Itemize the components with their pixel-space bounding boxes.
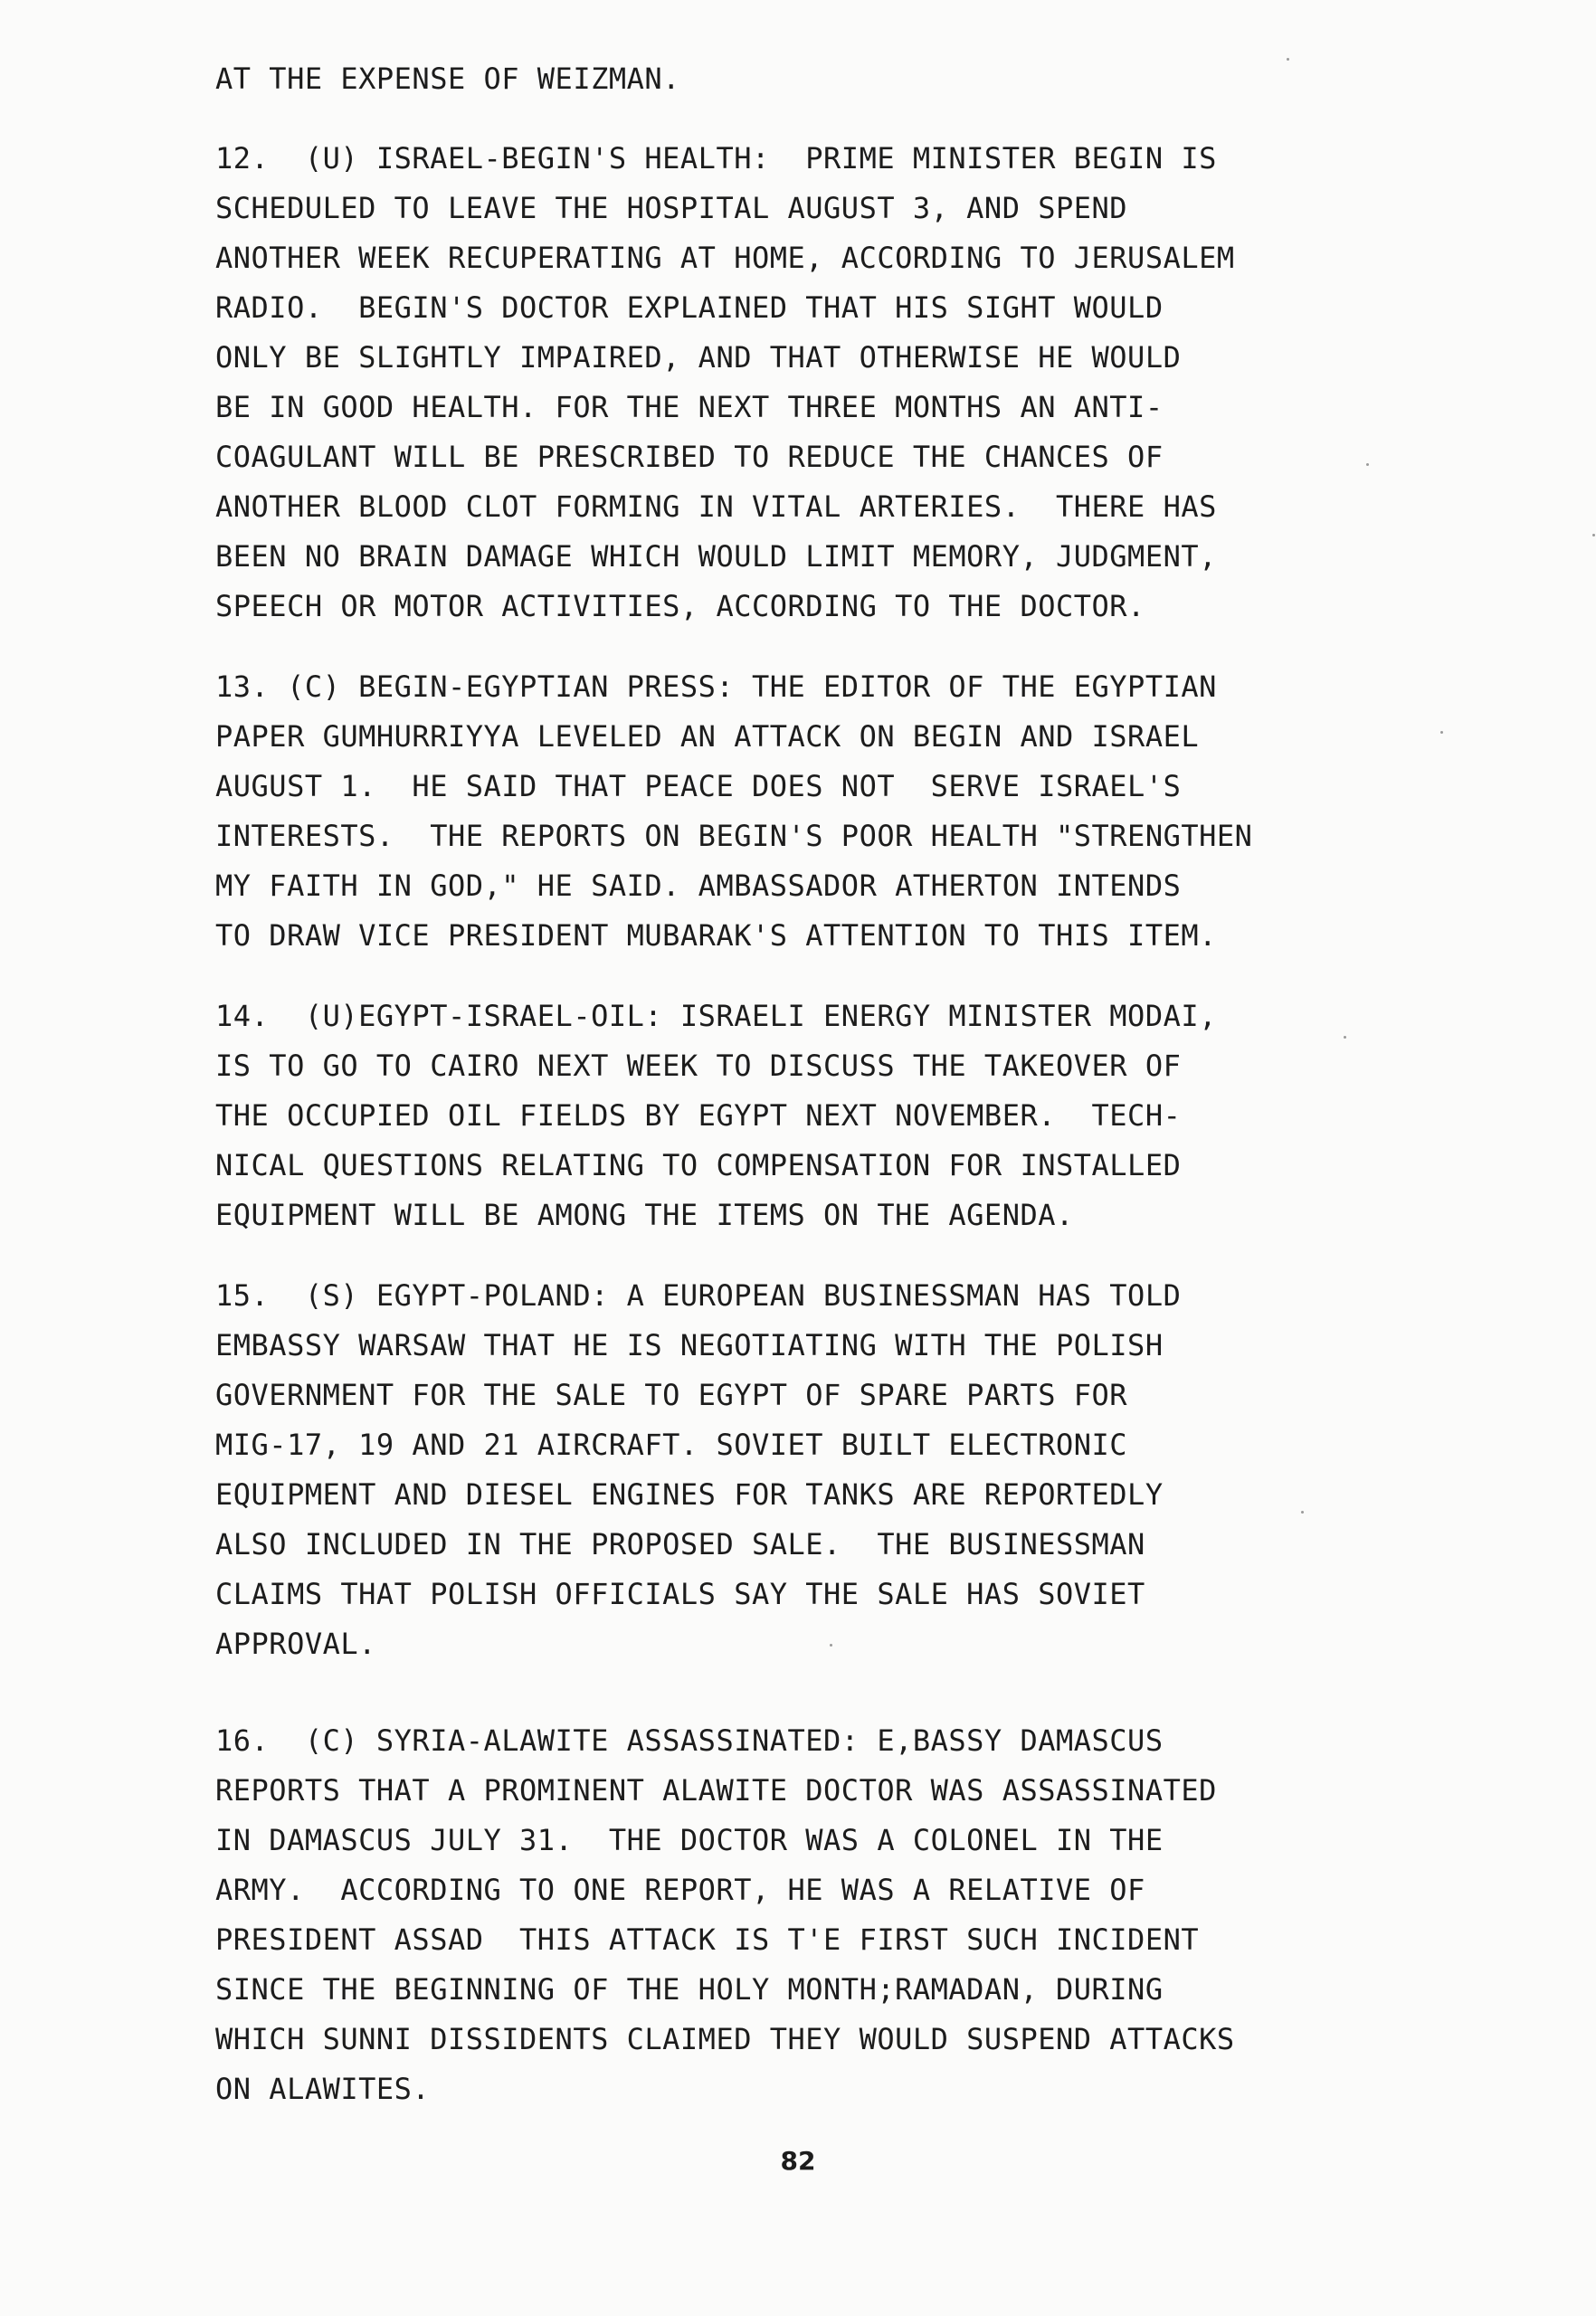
paragraph-line: GOVERNMENT FOR THE SALE TO EGYPT OF SPARE PARTS FOR — [215, 1378, 1128, 1412]
paragraph-line: 16. (C) SYRIA-ALAWITE ASSASSINATED: E,BASSY DAMASCUS — [215, 1723, 1164, 1758]
paragraph-13 — [215, 662, 1392, 961]
scan-speck — [1366, 463, 1369, 466]
paragraph-line: BE IN GOOD HEALTH. FOR THE NEXT THREE MONTHS AN ANTI- — [215, 390, 1164, 424]
paragraph-line: ON ALAWITES. — [215, 2072, 431, 2106]
lead-line: AT THE EXPENSE OF WEIZMAN. — [215, 62, 680, 96]
paragraph-line: RADIO. BEGIN'S DOCTOR EXPLAINED THAT HIS SIGHT WOULD — [215, 290, 1164, 325]
paragraph-line: IS TO GO TO CAIRO NEXT WEEK TO DISCUSS THE TAKEOVER OF — [215, 1049, 1182, 1083]
paragraph-line: APPROVAL. — [215, 1627, 376, 1661]
paragraph-line: ARMY. ACCORDING TO ONE REPORT, HE WAS A RELATIVE OF — [215, 1873, 1145, 1907]
paragraph-line: AUGUST 1. HE SAID THAT PEACE DOES NOT SERVE ISRAEL'S — [215, 769, 1182, 803]
paragraph-line: 15. (S) EGYPT-POLAND: A EUROPEAN BUSINESSMAN HAS TOLD — [215, 1278, 1182, 1313]
paragraph-line: CLAIMS THAT POLISH OFFICIALS SAY THE SALE HAS SOVIET — [215, 1577, 1145, 1611]
paragraph-line: MIG-17, 19 AND 21 AIRCRAFT. SOVIET BUILT ELECTRONIC — [215, 1428, 1128, 1462]
paragraph-line: IN DAMASCUS JULY 31. THE DOCTOR WAS A COLONEL IN THE — [215, 1823, 1164, 1857]
paragraph-line: SINCE THE BEGINNING OF THE HOLY MONTH;RAMADAN, DURING — [215, 1972, 1164, 2007]
scan-speck — [1592, 534, 1595, 536]
scan-speck — [1287, 58, 1289, 61]
paragraph-line: SPEECH OR MOTOR ACTIVITIES, ACCORDING TO THE DOCTOR. — [215, 589, 1145, 623]
text-column — [215, 54, 1392, 2145]
paragraph-line: EQUIPMENT WILL BE AMONG THE ITEMS ON THE AGENDA. — [215, 1198, 1074, 1232]
paragraph-line: EQUIPMENT AND DIESEL ENGINES FOR TANKS ARE REPORTEDLY — [215, 1477, 1164, 1512]
paragraph-line: INTERESTS. THE REPORTS ON BEGIN'S POOR HEALTH "STRENGTHEN — [215, 819, 1253, 853]
paragraph-line: 14. (U)EGYPT-ISRAEL-OIL: ISRAELI ENERGY MINISTER MODAI, — [215, 999, 1217, 1033]
paragraph-line: THE OCCUPIED OIL FIELDS BY EGYPT NEXT NOVEMBER. TECH- — [215, 1098, 1182, 1133]
paragraph-line: 13. (C) BEGIN-EGYPTIAN PRESS: THE EDITOR OF THE EGYPTIAN — [215, 669, 1217, 704]
paragraph-line: ONLY BE SLIGHTLY IMPAIRED, AND THAT OTHERWISE HE WOULD — [215, 340, 1182, 375]
paragraph-line: 12. (U) ISRAEL-BEGIN'S HEALTH: PRIME MINISTER BEGIN IS — [215, 141, 1217, 176]
scan-speck — [1344, 1036, 1346, 1039]
scan-speck — [830, 1644, 832, 1647]
paragraph-line: ANOTHER WEEK RECUPERATING AT HOME, ACCORDING TO JERUSALEM — [215, 241, 1235, 275]
paragraph-line: MY FAITH IN GOD," HE SAID. AMBASSADOR ATHERTON INTENDS — [215, 868, 1182, 903]
paragraph-line: PRESIDENT ASSAD THIS ATTACK IS T'E FIRST SUCH INCIDENT — [215, 1922, 1200, 1957]
scan-speck — [1301, 1511, 1304, 1514]
paragraph-line: TO DRAW VICE PRESIDENT MUBARAK'S ATTENTION TO THIS ITEM. — [215, 918, 1217, 953]
paragraph-line: SCHEDULED TO LEAVE THE HOSPITAL AUGUST 3, AND SPEND — [215, 191, 1128, 225]
paragraph-line: PAPER GUMHURRIYYA LEVELED AN ATTACK ON BEGIN AND ISRAEL — [215, 719, 1200, 754]
paragraph-line: ALSO INCLUDED IN THE PROPOSED SALE. THE BUSINESSMAN — [215, 1527, 1145, 1561]
paragraph-14 — [215, 992, 1392, 1240]
paragraph-line: BEEN NO BRAIN DAMAGE WHICH WOULD LIMIT MEMORY, JUDGMENT, — [215, 539, 1217, 574]
page-number: 82 — [780, 2146, 816, 2176]
paragraph-line: ANOTHER BLOOD CLOT FORMING IN VITAL ARTERIES. THERE HAS — [215, 489, 1217, 524]
paragraph-line: EMBASSY WARSAW THAT HE IS NEGOTIATING WITH THE POLISH — [215, 1328, 1164, 1362]
paragraph-16 — [215, 1716, 1392, 2114]
paragraph-12 — [215, 134, 1392, 631]
paragraph-15 — [215, 1271, 1392, 1669]
paragraph-line: REPORTS THAT A PROMINENT ALAWITE DOCTOR WAS ASSASSINATED — [215, 1773, 1217, 1808]
paragraph-line: COAGULANT WILL BE PRESCRIBED TO REDUCE THE CHANCES OF — [215, 440, 1164, 474]
paragraph-line: WHICH SUNNI DISSIDENTS CLAIMED THEY WOULD SUSPEND ATTACKS — [215, 2022, 1235, 2056]
paragraph-line: NICAL QUESTIONS RELATING TO COMPENSATION FOR INSTALLED — [215, 1148, 1182, 1182]
scan-speck — [1440, 731, 1443, 734]
